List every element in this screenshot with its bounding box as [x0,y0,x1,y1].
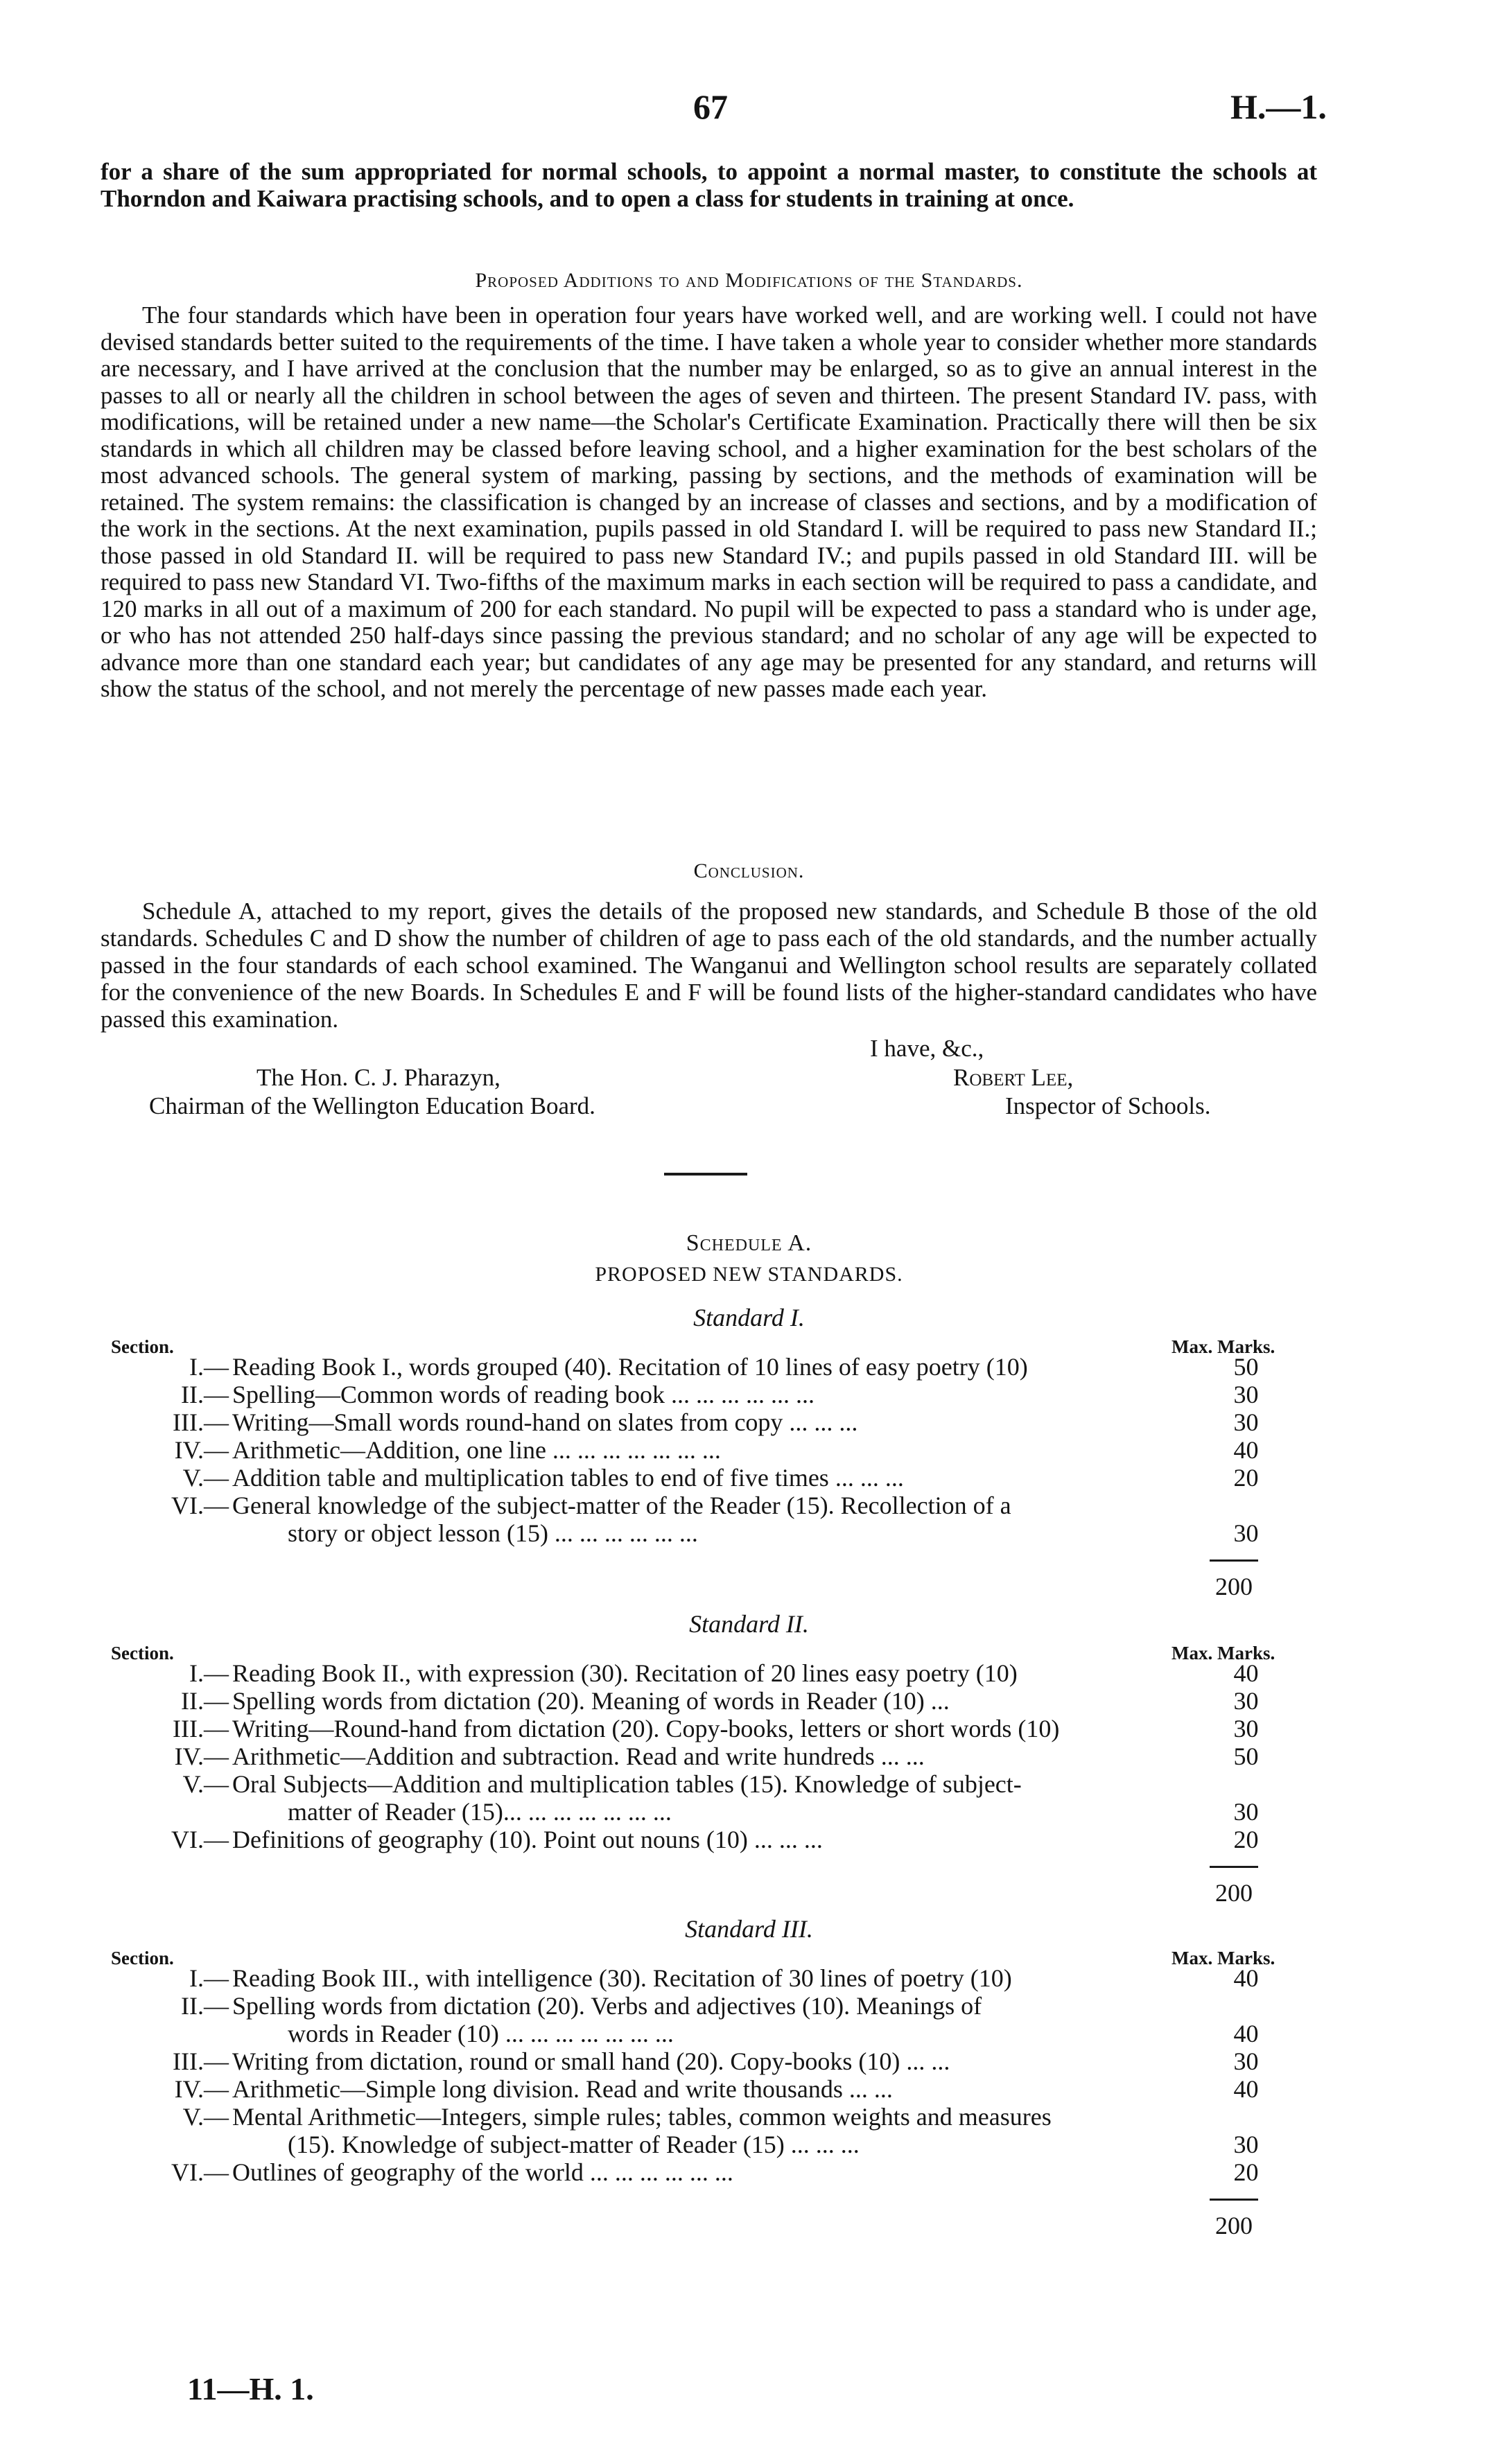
standard-total-marks: 200 [1215,1879,1253,1907]
section-number: VI.— [171,2158,229,2186]
schedule-row [111,1408,1310,1436]
schedule-row [111,1964,1310,1992]
schedule-row [111,1826,1310,1853]
max-marks-value: 30 [1233,2131,1259,2158]
section-number: IV.— [174,2075,229,2103]
section-divider [664,1173,747,1176]
max-marks-value: 40 [1233,2020,1259,2047]
schedule-row [111,1381,1310,1408]
schedule-row [111,1464,1310,1492]
max-marks-value: 30 [1233,1687,1259,1715]
max-marks-value: 30 [1233,1381,1259,1408]
section-description: Spelling—Common words of reading book ... ... ... ... ... ... [232,1381,815,1408]
section-description: Definitions of geography (10). Point out nouns (10) ... ... ... [232,1826,823,1853]
max-marks-column-label: Max. Marks. [1172,1948,1275,1968]
heading-proposed-additions: Proposed Additions to and Modifications of the Standards. [475,269,1023,292]
closing-line: I have, &c., [870,1035,984,1062]
section-description: Spelling words from dictation (20). Verbs and adjectives (10). Meanings of [232,1992,982,2020]
schedule-row [111,1715,1310,1742]
section-number: IV.— [174,1436,229,1464]
total-rule [1210,1559,1258,1562]
author-name: Robert Lee, [953,1064,1074,1091]
schedule-row [111,1770,1310,1798]
heading-conclusion: Conclusion. [693,859,805,882]
max-marks-column-label: Max. Marks. [1172,1643,1275,1663]
section-description: Arithmetic—Addition, one line ... ... ... ... ... ... ... [232,1436,721,1464]
section-description: Addition table and multiplication tables to end of five times ... ... ... [232,1464,904,1492]
schedule-row [111,1353,1310,1381]
section-column-label: Section. [111,1336,174,1357]
total-rule [1210,1866,1258,1868]
max-marks-value: 30 [1233,1408,1259,1436]
page-number: 67 [693,87,728,126]
section-number: V.— [182,1770,229,1798]
section-column-label: Section. [111,1643,174,1663]
addressee-title: Chairman of the Wellington Education Board. [149,1092,595,1119]
schedule-row [111,1992,1310,2020]
max-marks-value: 30 [1233,1519,1259,1547]
section-description: Arithmetic—Addition and subtraction. Read and write hundreds ... ... [232,1742,925,1770]
schedule-title: Schedule A. [686,1230,812,1256]
max-marks-value: 30 [1233,2047,1259,2075]
section-number: II.— [181,1381,229,1408]
max-marks-value: 30 [1233,1715,1259,1742]
schedule-subtitle: PROPOSED NEW STANDARDS. [595,1263,903,1286]
schedule-row [111,2075,1310,2103]
footer-signature-mark: 11—H. 1. [187,2371,314,2406]
section-number: I.— [189,1353,229,1381]
author-title: Inspector of Schools. [1005,1092,1211,1119]
schedule-row [111,1659,1310,1687]
max-marks-value: 30 [1233,1798,1259,1826]
max-marks-value: 40 [1233,2075,1259,2103]
section-description: Spelling words from dictation (20). Meaning of words in Reader (10) ... [232,1687,950,1715]
max-marks-value: 20 [1233,1826,1259,1853]
max-marks-value: 40 [1233,1964,1259,1992]
standard-total-marks: 200 [1215,1573,1253,1600]
section-description: Reading Book II., with expression (30). Recitation of 20 lines easy poetry (10) [232,1659,1018,1687]
section-description: story or object lesson (15) ... ... ... ... ... ... [288,1519,698,1547]
max-marks-value: 50 [1233,1742,1259,1770]
schedule-row [111,2047,1310,2075]
section-number: I.— [189,1964,229,1992]
standard-total-marks: 200 [1215,2212,1253,2239]
section-number: VI.— [171,1826,229,1853]
schedule-row [111,1436,1310,1464]
section-number: VI.— [171,1492,229,1519]
section-number: V.— [182,2103,229,2131]
section-number: V.— [182,1464,229,1492]
paragraph-conclusion: Schedule A, attached to my report, gives the details of the proposed new standards, and Schedule B those of the old standards. Schedules C and D show the number of children of age to pass each of the old standards, and the number actually passed in the four standards of each school examined. The Wanganui and Wellington school results are separately collated for the convenience of the new Boards. In Schedules E and F will be found lists of the higher-standard candidates who have passed this examination. [101,898,1317,1033]
max-marks-value: 50 [1233,1353,1259,1381]
section-description: Mental Arithmetic—Integers, simple rules; tables, common weights and measures [232,2103,1052,2131]
max-marks-value: 40 [1233,1436,1259,1464]
standard-title: Standard I. [693,1304,805,1331]
schedule-row [111,1742,1310,1770]
section-description: Outlines of geography of the world ... ... ... ... ... ... [232,2158,733,2186]
section-description: Reading Book I., words grouped (40). Recitation of 10 lines of easy poetry (10) [232,1353,1028,1381]
max-marks-value: 20 [1233,1464,1259,1492]
total-rule [1210,2199,1258,2201]
section-number: III.— [173,2047,229,2075]
standard-title: Standard III. [685,1915,813,1943]
section-description: General knowledge of the subject-matter of the Reader (15). Recollection of a [232,1492,1011,1519]
schedule-row [111,1519,1310,1547]
addressee-name: The Hon. C. J. Pharazyn, [256,1064,500,1091]
max-marks-column-label: Max. Marks. [1172,1336,1275,1357]
schedule-row [111,2158,1310,2186]
paragraph-standards: The four standards which have been in operation four years have worked well, and are working well. I could not have devised standards better suited to the requirements of the time. I have taken a whole year to consider whether more standards are necessary, and I have arrived at the conclusion that the number may be enlarged, so as to give an annual interest in the passes to all or nearly all the children in school between the ages of seven and thirteen. The present Standard IV. pass, with modifications, will be retained under a new name—the Scholar's Certificate Examination. Practically there will then be six standards in which all children may be classed before leaving school, and a higher examination for the best scholars of the most advanced schools. The general system of marking, passing by sections, and the methods of examination will be retained. The system remains: the classification is changed by an increase of classes and sections, and by a modification of the work in the sections. At the next examination, pupils passed in old Standard I. will be required to pass new Standard II.; those passed in old Standard II. will be required to pass new Standard IV.; and pupils passed in old Standard III. will be required to pass new Standard VI. Two-fifths of the maximum marks in each section will be required to pass a candidate, and 120 marks in all out of a maximum of 200 for each standard. No pupil will be expected to pass a standard who is under age, or who has not attended 250 half-days since passing the previous standard; and no scholar of any age will be expected to advance more than one standard each year; but candidates of any age may be presented for any standard, and returns will show the status of the school, and not merely the percentage of new passes made each year. [101,302,1317,702]
document-code: H.—1. [1230,87,1327,126]
schedule-row [111,1798,1310,1826]
max-marks-value: 20 [1233,2158,1259,2186]
section-description: Writing from dictation, round or small hand (20). Copy-books (10) ... ... [232,2047,950,2075]
schedule-row [111,1492,1310,1519]
section-description: Writing—Round-hand from dictation (20). Copy-books, letters or short words (10) [232,1715,1060,1742]
section-description: Arithmetic—Simple long division. Read and write thousands ... ... [232,2075,893,2103]
schedule-row [111,2020,1310,2047]
section-number: I.— [189,1659,229,1687]
section-description: Writing—Small words round-hand on slates from copy ... ... ... [232,1408,858,1436]
section-description: (15). Knowledge of subject-matter of Reader (15) ... ... ... [288,2131,860,2158]
section-description: Oral Subjects—Addition and multiplication tables (15). Knowledge of subject- [232,1770,1022,1798]
section-description: matter of Reader (15)... ... ... ... ... ... ... [288,1798,672,1826]
section-number: II.— [181,1687,229,1715]
standard-title: Standard II. [689,1610,809,1638]
section-number: III.— [173,1715,229,1742]
section-column-label: Section. [111,1948,174,1968]
max-marks-value: 40 [1233,1659,1259,1687]
schedule-row [111,2103,1310,2131]
schedule-row [111,1687,1310,1715]
section-number: III.— [173,1408,229,1436]
schedule-row [111,2131,1310,2158]
section-description: Reading Book III., with intelligence (30). Recitation of 30 lines of poetry (10) [232,1964,1012,1992]
section-number: II.— [181,1992,229,2020]
section-number: IV.— [174,1742,229,1770]
paragraph-normal-schools: for a share of the sum appropriated for normal schools, to appoint a normal master, to constitute the schools at Thorndon and Kaiwara practising schools, and to open a class for students in training at once. [101,158,1317,212]
section-description: words in Reader (10) ... ... ... ... ... ... ... [288,2020,674,2047]
